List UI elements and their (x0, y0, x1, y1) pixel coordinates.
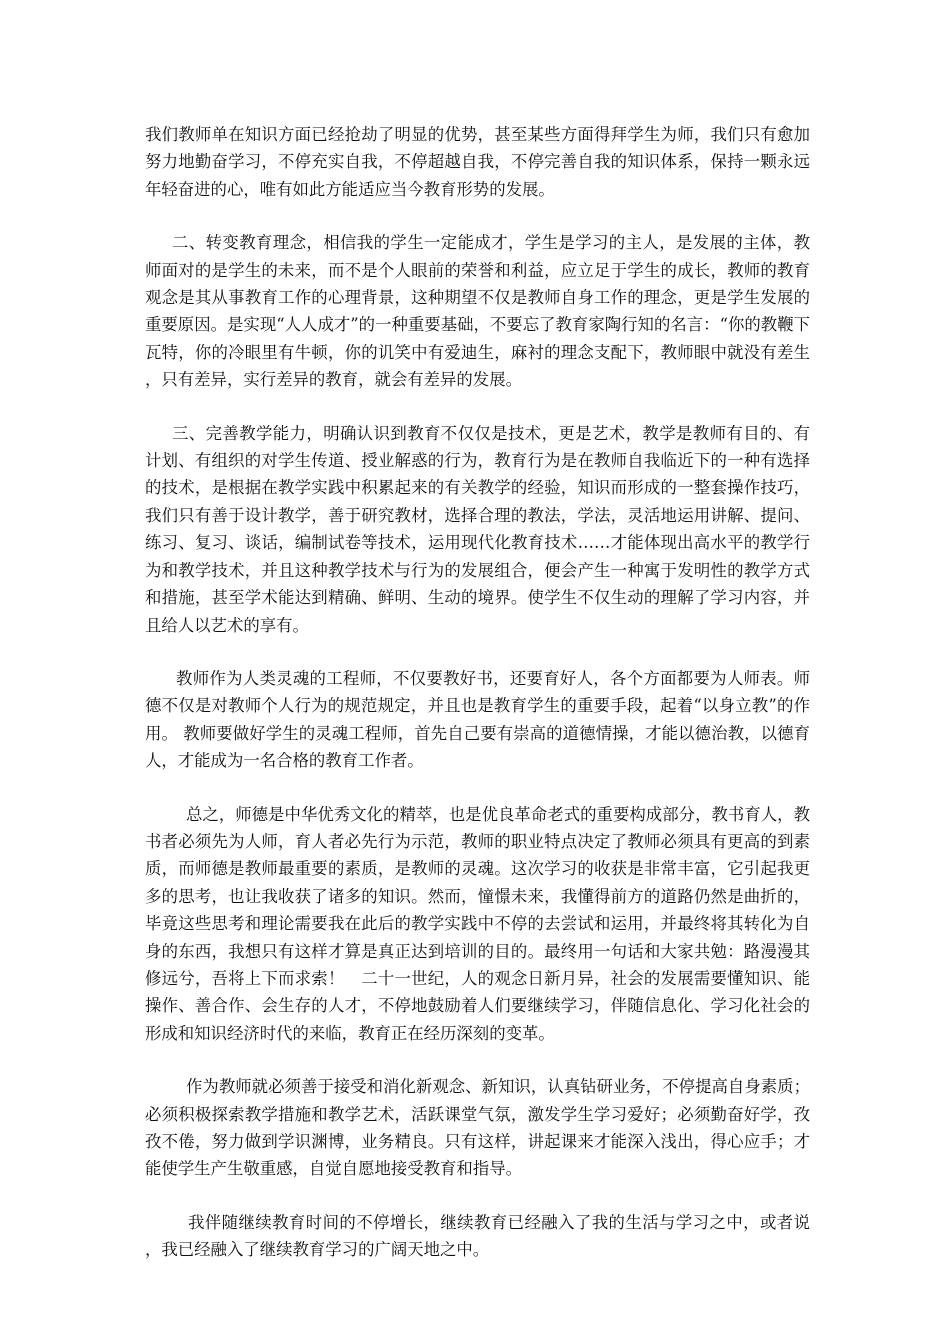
paragraph-4: 教师作为人类灵魂的工程师，不仅要教好书，还要育好人，各个方面都要为人师表。师德不仅是对教师个人行为的规范规定，并且也是教育学生的重要手段，起着“以身立教”的作用。 教师要做好学生的灵魂工程师，首先自己要有崇高的道德情操，才能以德治教，以德育人，才能成为一名合格的教育工作者。 (145, 668, 810, 771)
paragraph-5: 总之，师德是中华优秀文化的精萃，也是优良革命老式的重要构成部分，教书育人，教书者必须先为人师，育人者必先行为示范，教师的职业特点决定了教师必须具有更高的到素质，而师德是教师最重要的素质，是教师的灵魂。这次学习的收获是非常丰富，它引起我更多的思考，也让我收获了诸多的知识。然而，憧憬未来，我懂得前方的道路仍然是曲折的，毕竟这些思考和理论需要我在此后的教学实践中不停的去尝试和运用，并最终将其转化为自身的东西，我想只有这样才算是真正达到培训的目的。最终用一句话和大家共勉：路漫漫其修远兮，吾将上下而求索！ 二十一世纪，人的观念日新月异，社会的发展需要懂知识、能操作、善合作、会生存的人才，不停地鼓励着人们要继续学习，伴随信息化、学习化社会的形成和知识经济时代的来临，教育正在经历深刻的变革。 (145, 804, 810, 1043)
paragraph-2: 二、转变教育理念，相信我的学生一定能成才，学生是学习的主人，是发展的主体，教师面对的是学生的未来，而不是个人眼前的荣誉和利益，应立足于学生的成长，教师的教育观念是其从事教育工作的心理背景，这种期望不仅是教师自身工作的理念，更是学生发展的重要原因。是实现“人人成才”的一种重要基础，不要忘了教育家陶行知的名言：“你的教鞭下瓦特，你的冷眼里有牛顿，你的讥笑中有爱迪生，麻衬的理念支配下，教师眼中就没有差生，只有差异，实行差异的教育，就会有差异的发展。 (145, 233, 810, 390)
paragraph-1: 我们教师单在知识方面已经抢劫了明显的优势，甚至某些方面得拜学生为师，我们只有愈加努力地勤奋学习，不停充实自我，不停超越自我，不停完善自我的知识体系，保持一颗永远年轻奋进的心，唯有如此方能适应当今教育形势的发展。 (145, 125, 810, 199)
document-body (145, 121, 810, 1290)
paragraph-6: 作为教师就必须善于接受和消化新观念、新知识，认真钻研业务，不停提高自身素质；必须积极探索教学措施和教学艺术，活跃课堂气氛，激发学生学习爱好；必须勤奋好学，孜孜不倦，努力做到学识渊博，业务精良。只有这样，讲起课来才能深入浅出，得心应手；才能使学生产生敬重感，自觉自愿地接受教育和指导。 (145, 1077, 810, 1179)
paragraph-7: 我伴随继续教育时间的不停增长，继续教育已经融入了我的生活与学习之中，或者说，我已经融入了继续教育学习的广阔天地之中。 (145, 1212, 810, 1260)
paragraph-3: 三、完善教学能力，明确认识到教育不仅仅是技术，更是艺术，教学是教师有目的、有计划、有组织的对学生传道、授业解惑的行为，教育行为是在教师自我临近下的一种有选择的技术，是根据在教学实践中积累起来的有关教学的经验，知识而形成的一整套操作技巧，我们只有善于设计教学，善于研究教材，选择合理的教法，学法，灵活地运用讲解、提问、练习、复习、谈话，编制试卷等技术，运用现代化教育技术……才能体现出高水平的教学行为和教学技术，并且这种教学技术与行为的发展组合，便会产生一种寓于发明性的教学方式和措施，甚至学术能达到精确、鲜明、生动的境界。使学生不仅生动的理解了学习内容，并且给人以艺术的享有。 (145, 423, 810, 635)
